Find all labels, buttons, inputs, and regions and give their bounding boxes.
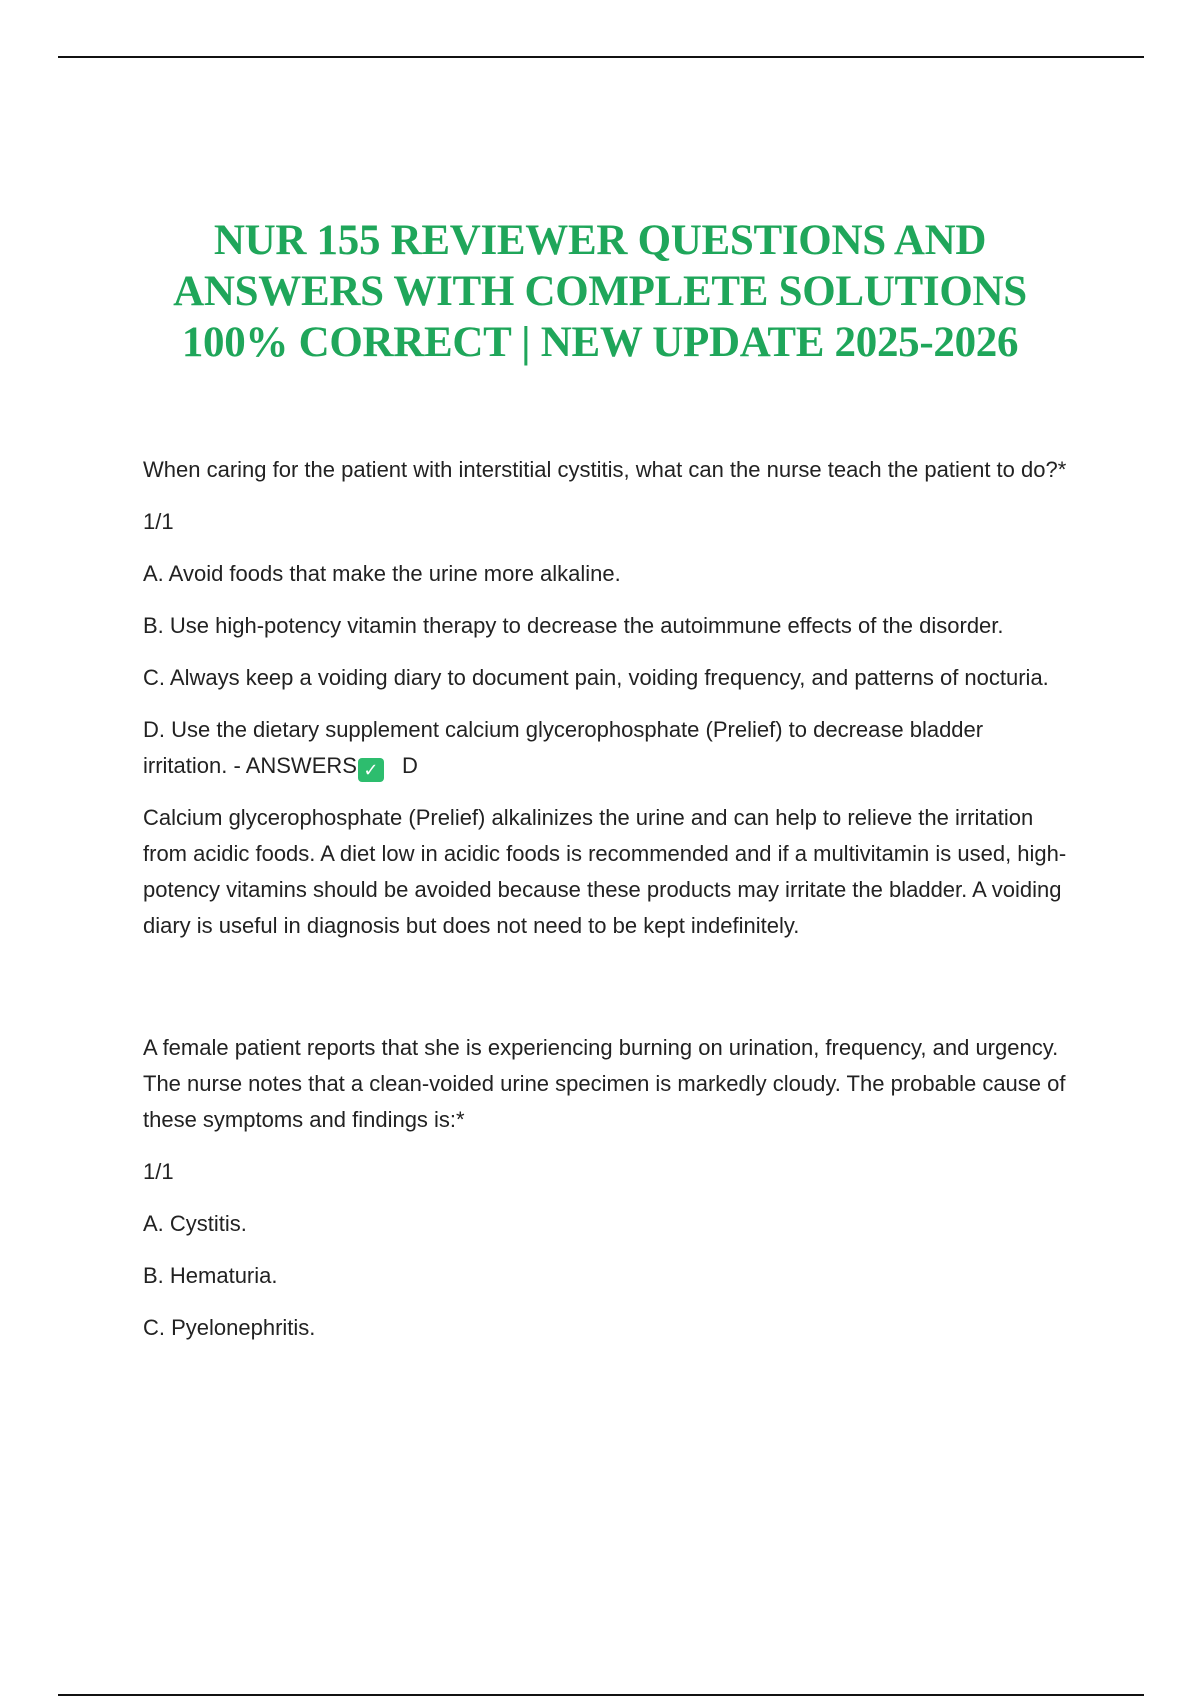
bottom-rule	[58, 1694, 1144, 1696]
title-line-3: 100% CORRECT | NEW UPDATE 2025-2026	[181, 319, 1019, 366]
question-2	[143, 1030, 1073, 1346]
question-2-option-a: A. Cystitis.	[143, 1211, 247, 1236]
title-line-1: NUR 155 REVIEWER QUESTIONS AND	[213, 217, 987, 264]
section-spacer	[143, 944, 1073, 1030]
question-2-option-c: C. Pyelonephritis.	[143, 1315, 316, 1340]
question-1-answer: D	[401, 753, 418, 778]
question-1-score: 1/1	[143, 509, 174, 534]
question-1-option-d-text: D. Use the dietary supplement calcium glycerophosphate (Prelief) to decrease bladder irritation. - ANSWERS	[143, 717, 984, 778]
question-1-prompt: When caring for the patient with interstitial cystitis, what can the nurse teach the patient to do?*	[143, 457, 1067, 482]
question-2-option-b: B. Hematuria.	[143, 1263, 278, 1288]
question-2-prompt: A female patient reports that she is experiencing burning on urination, frequency, and urgency. The nurse notes that a clean-voided urine specimen is markedly cloudy. The probable cause of these symptoms and findings is:*	[143, 1035, 1066, 1132]
question-1-rationale: Calcium glycerophosphate (Prelief) alkalinizes the urine and can help to relieve the irritation from acidic foods. A diet low in acidic foods is recommended and if a multivitamin is used, high-potency vitamins should be avoided because these products may irritate the bladder. A voiding diary is useful in diagnosis but does not need to be kept indefinitely.	[143, 805, 1067, 938]
check-mark-icon: ✓	[358, 758, 384, 782]
question-1-option-a: A. Avoid foods that make the urine more alkaline.	[143, 561, 621, 586]
document-body	[143, 452, 1073, 1362]
question-1-option-d	[143, 712, 1073, 784]
question-1-option-b: B. Use high-potency vitamin therapy to decrease the autoimmune effects of the disorder.	[143, 613, 1004, 638]
question-1-option-c: C. Always keep a voiding diary to document pain, voiding frequency, and patterns of nocturia.	[143, 665, 1049, 690]
top-rule	[58, 56, 1144, 58]
title-line-2: ANSWERS WITH COMPLETE SOLUTIONS	[173, 268, 1027, 315]
question-2-score: 1/1	[143, 1159, 174, 1184]
document-title	[100, 215, 1100, 368]
question-1	[143, 452, 1073, 944]
